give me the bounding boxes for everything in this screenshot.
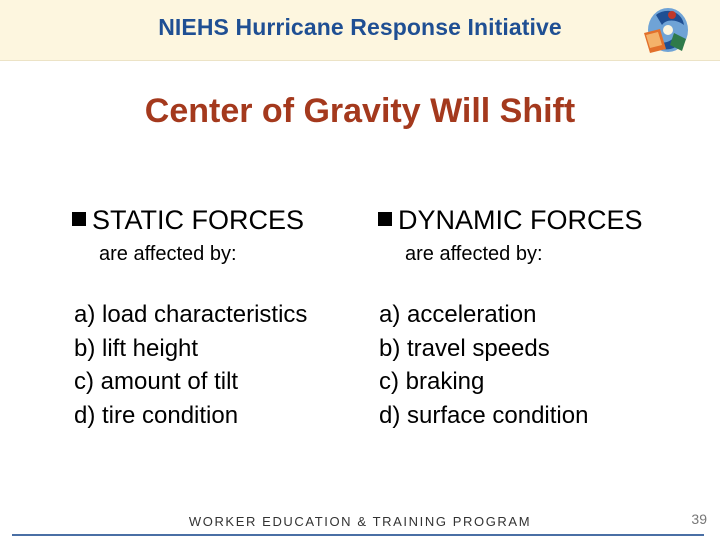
dynamic-forces-heading <box>378 200 708 240</box>
dynamic-forces-heading-text: DYNAMIC FORCES <box>398 205 643 235</box>
list-item: b) lift height <box>74 334 199 362</box>
list-item: c) amount of tilt <box>74 368 239 395</box>
page-number: 39 <box>691 511 707 527</box>
dynamic-forces-list <box>379 298 588 432</box>
hurricane-response-logo-icon <box>636 3 692 57</box>
list-item: b) travel speeds <box>379 334 550 362</box>
static-forces-list <box>74 298 307 432</box>
footer-program-text: WORKER EDUCATION & TRAINING PROGRAM <box>188 514 532 529</box>
list-item: a) load characteristics <box>74 301 308 328</box>
square-bullet-icon <box>378 212 392 226</box>
square-bullet-icon <box>72 212 86 226</box>
static-forces-heading-text: STATIC FORCES <box>92 205 305 235</box>
list-item: d) surface condition <box>379 401 589 429</box>
static-forces-subheading: are affected by: <box>99 243 237 265</box>
header-title: NIEHS Hurricane Response Initiative <box>158 14 562 40</box>
static-forces-heading <box>72 200 372 240</box>
static-forces-column <box>72 200 372 266</box>
dynamic-forces-column <box>378 200 708 266</box>
slide-title: Center of Gravity Will Shift <box>144 92 576 130</box>
header-banner <box>0 0 720 61</box>
list-item: a) acceleration <box>379 301 537 328</box>
list-item: c) braking <box>379 368 485 395</box>
list-item: d) tire condition <box>74 401 239 429</box>
footer-divider <box>12 534 704 540</box>
dynamic-forces-subheading: are affected by: <box>405 243 543 265</box>
